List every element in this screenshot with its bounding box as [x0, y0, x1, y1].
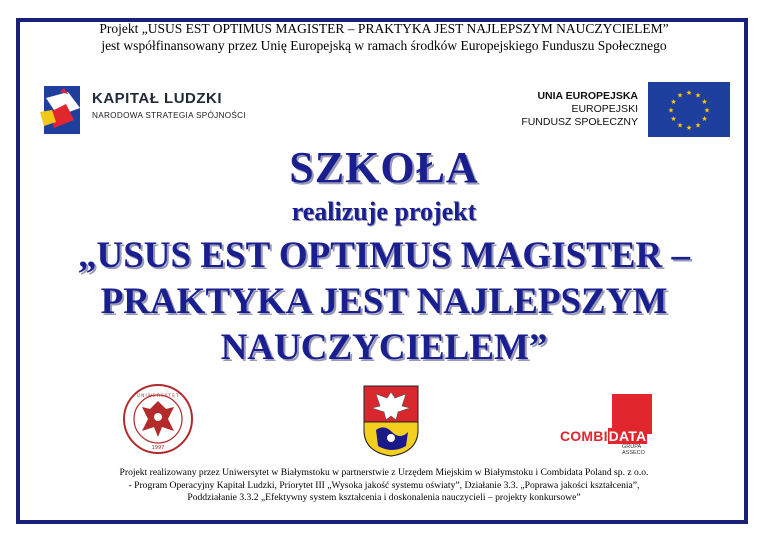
- combidata-logo: [560, 390, 656, 456]
- seal-year: 1997: [151, 445, 165, 451]
- eu-fund-line-1: EUROPEJSKI: [571, 103, 638, 115]
- kapital-ludzki-logo: [40, 82, 270, 140]
- eu-fund-line-2: FUNDUSZ SPOŁECZNY: [521, 116, 638, 128]
- eu-name: UNIA EUROPEJSKA: [537, 90, 638, 102]
- svg-text:★: ★: [694, 121, 702, 130]
- footer-line-3: Poddziałanie 3.3.2 „Efektywny system kształcenia i doskonalenia nauczycieli – projekty konkursowe”: [187, 492, 581, 503]
- school-title: SZKOŁA: [289, 143, 479, 192]
- footer-line-1: Projekt realizowany przez Uniwersytet w Białymstoku w partnerstwie z Urzędem Miejskim w Białymstoku i Combidata Poland sp. z o.o.: [119, 467, 649, 478]
- eu-flag-icon: [648, 82, 730, 137]
- svg-text:★: ★: [670, 115, 677, 123]
- bialystok-coat-of-arms: [362, 384, 420, 458]
- svg-text:★: ★: [694, 91, 702, 100]
- combidata-wordmark: COMBIDATA: [560, 428, 647, 444]
- footer-line-2: - Program Operacyjny Kapitał Ludzki, Priorytet III „Wysoka jakość systemu oświaty”, Działanie 3.3. „Poprawa jakości kształcenia”,: [128, 479, 640, 491]
- svg-text:★: ★: [667, 106, 675, 115]
- svg-text:★: ★: [703, 106, 711, 115]
- svg-text:★: ★: [670, 98, 677, 106]
- svg-text:★: ★: [676, 91, 684, 100]
- svg-text:★: ★: [701, 115, 708, 123]
- footer: [0, 467, 768, 505]
- kapital-ludzki-title: KAPITAŁ LUDZKI: [92, 90, 223, 107]
- header: [0, 20, 768, 54]
- project-title: [20, 233, 748, 371]
- project-title-line-2: PRAKTYKA JEST NAJLEPSZYM: [100, 281, 668, 322]
- project-title-line-1: „USUS EST OPTIMUS MAGISTER –: [77, 235, 691, 276]
- kapital-ludzki-icon: [40, 82, 86, 140]
- svg-text:U N I W E R S Y T E T: U N I W E R S Y T E T: [137, 393, 179, 398]
- project-title-line-3: NAUCZYCIELEM”: [220, 327, 548, 368]
- kapital-ludzki-subtitle: NARODOWA STRATEGIA SPÓJNOŚCI: [92, 111, 246, 120]
- eu-logo: [520, 82, 730, 138]
- svg-text:★: ★: [676, 121, 684, 130]
- svg-text:★: ★: [685, 124, 693, 132]
- combidata-sub: GRUPA ASSECO: [622, 444, 645, 456]
- svg-text:★: ★: [701, 98, 708, 106]
- header-line-1: Projekt „USUS EST OPTIMUS MAGISTER – PRAKTYKA JEST NAJLEPSZYM NAUCZYCIELEM”: [99, 21, 669, 36]
- realizuje-subtitle: realizuje projekt: [291, 197, 477, 226]
- university-seal: [122, 383, 194, 455]
- svg-text:★: ★: [685, 89, 693, 97]
- header-line-2: jest współfinansowany przez Unię Europejską w ramach środków Europejskiego Funduszu Społecznego: [101, 38, 667, 53]
